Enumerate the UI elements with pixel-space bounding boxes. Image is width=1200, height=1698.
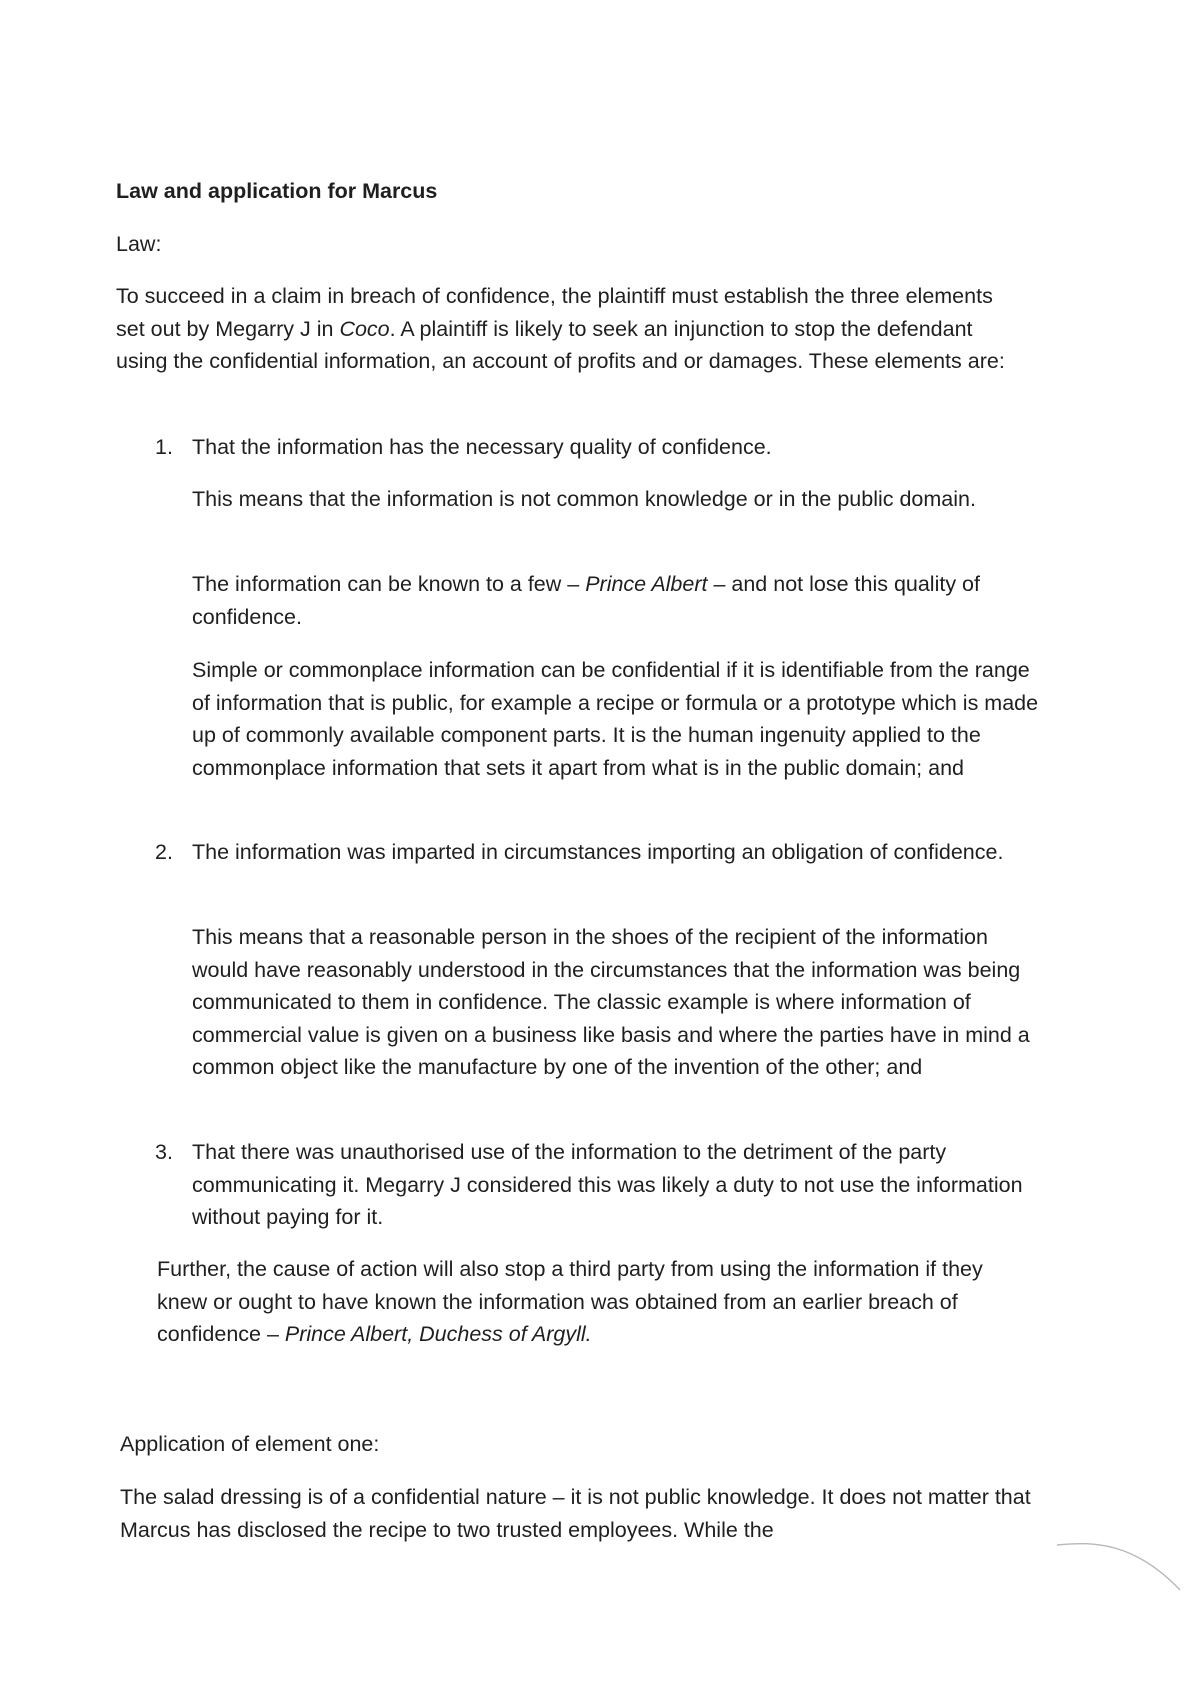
element-1-heading: That the information has the necessary quality of confidence. (192, 435, 772, 459)
application-label: Application of element one: (120, 1432, 380, 1456)
law-label: Law: (116, 232, 162, 256)
intro-text-start: To succeed in a claim in breach of confidence, the plaintiff must establish the three elements set out by Megarry J in (116, 284, 993, 341)
scan-artifact-mark (1055, 1535, 1185, 1595)
element-1-paragraph-2-start: The information can be known to a few – (192, 572, 586, 596)
element-1-paragraph-3: Simple or commonplace information can be confidential if it is identifiable from the range of information that is public, for example a recipe or formula or a prototype which is made up of commonly available component parts. It is the human ingenuity applied to the commonplace information that sets it apart from what is in the public domain; and (192, 658, 1039, 780)
intro-text-end: . A plaintiff is likely to seek an injunction to stop the defendant using the confidential information, an account of profits and or damages. These elements are: (116, 316, 1005, 373)
further-text: Further, the cause of action will also stop a third party from using the information if they knew or ought to have known the information was obtained from an earlier breach of confidence – (157, 1257, 983, 1346)
element-2-heading: The information was imparted in circumstances importing an obligation of confidence. (192, 840, 1004, 864)
element-1-paragraph-1: This means that the information is not common knowledge or in the public domain. (192, 487, 976, 511)
intro-paragraph (116, 280, 1006, 378)
element-1-paragraph-2-end: – and not lose this quality of confidence. (192, 572, 980, 629)
case-citation-prince-albert: Prince Albert (585, 572, 708, 596)
element-3-heading: That there was unauthorised use of the information to the detriment of the party communicating it. Megarry J considered this was likely a duty to not use the information without paying for it. (192, 1140, 1023, 1229)
element-2-number: 2. (155, 840, 173, 864)
case-citations-prince-albert-duchess-of-argyll: Prince Albert, Duchess of Argyll. (284, 1322, 592, 1346)
application-paragraph: The salad dressing is of a confidential nature – it is not public knowledge. It does not matter that Marcus has disclosed the recipe to two trusted employees. While the (120, 1485, 1031, 1542)
case-citation-coco: Coco (339, 316, 390, 341)
element-3-number: 3. (155, 1140, 173, 1164)
further-paragraph (157, 1253, 1037, 1351)
document-title: Law and application for Marcus (116, 179, 438, 203)
element-1-number: 1. (155, 435, 173, 459)
element-2-paragraph-1: This means that a reasonable person in the shoes of the recipient of the information would have reasonably understood in the circumstances that the information was being communicated to them in confidence. The classic example is where information of commercial value is given on a business like basis and where the parties have in mind a common object like the manufacture by one of the invention of the other; and (192, 925, 1030, 1079)
element-1-paragraph-2 (192, 568, 1012, 633)
